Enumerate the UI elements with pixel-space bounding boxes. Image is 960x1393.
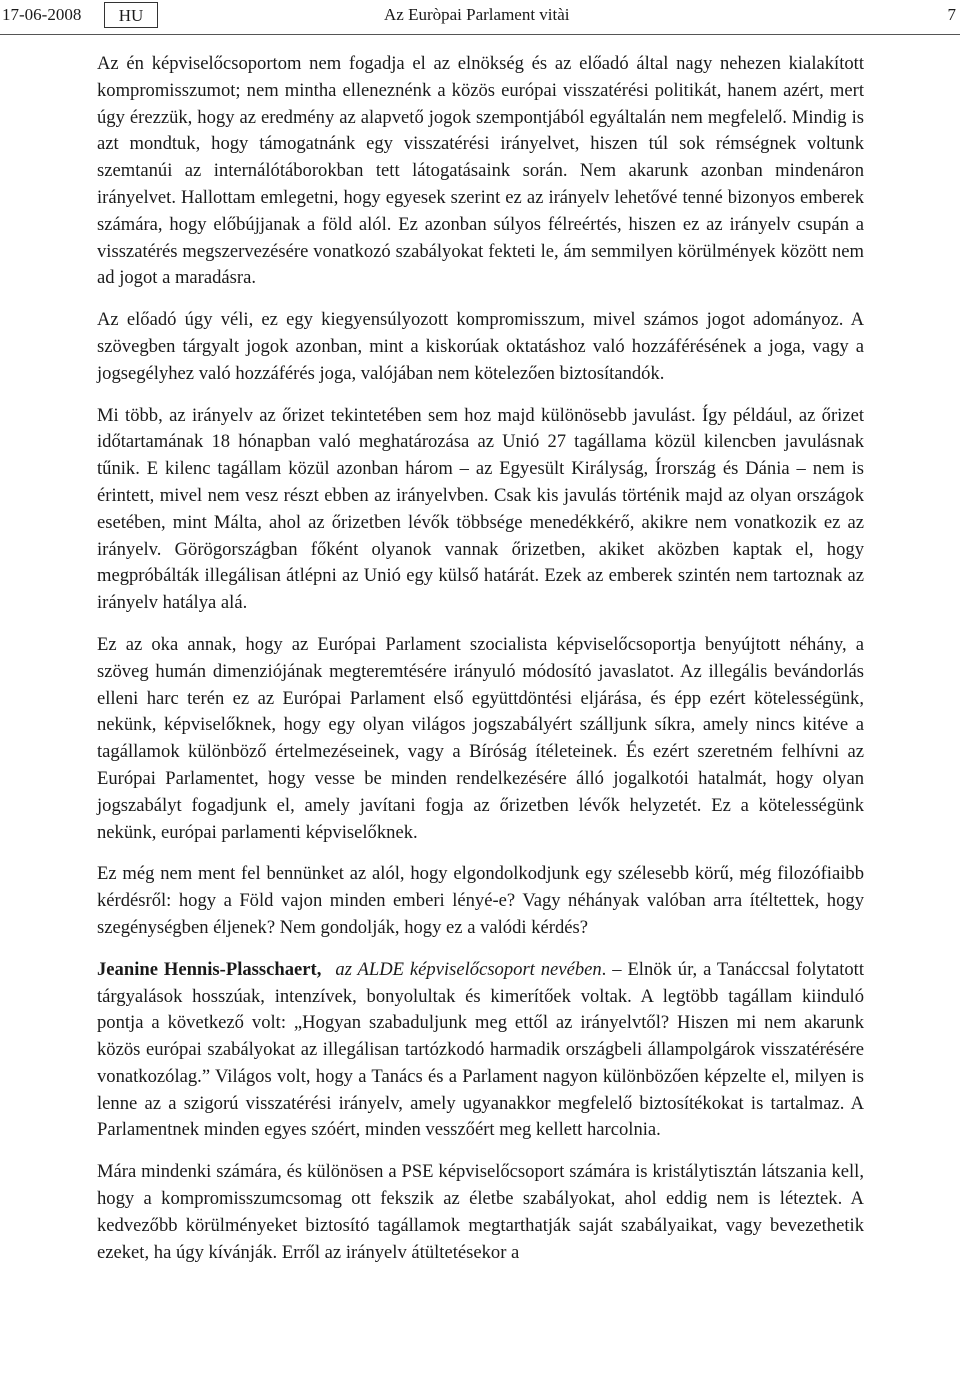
paragraph: Ez még nem ment fel bennünket az alól, hogy elgondolkodjunk egy szélesebb körű, még filozófiaibb kérdésről: hogy a Föld vajon minden emberi lényé-e? Vagy néhányak valóban arra ítéltettek, hogy szegénységben éljenek? Nem gondolják, hogy ez a valódi kérdés?	[97, 863, 864, 938]
speech-paragraph	[97, 957, 864, 1145]
paragraph: Mára mindenki számára, és különösen a PSE képviselőcsoport számára is kristálytisztán látszania kell, hogy a kompromisszumcsomag ott fekszik az életbe szabályokat, ahol eddig nem is léteztek. A kedvezőbb körülményeket biztosító tagállamok megtarthatják saját szabályaikat, vagy bevezethetik ezeket, ha úgy kívánják. Erről az irányelv átültetésekor a	[97, 1161, 864, 1263]
document-title: Az Euròpai Parlament vitài	[384, 5, 570, 24]
language-badge: HU	[104, 2, 158, 28]
speaker-name: Jeanine Hennis-Plasschaert,	[97, 958, 322, 980]
page-number: 7	[947, 5, 956, 24]
page-header	[0, 0, 960, 35]
header-date: 17-06-2008	[2, 5, 82, 24]
paragraph: Az én képviselőcsoportom nem fogadja el az elnökség és az előadó által nagy nehezen kialakított kompromisszumot; nem mintha elleneznénk a közös európai visszatérési politikát, hanem azért, mert úgy érezzük, hogy az eredmény az alapvető jogok szempontjából egyáltalán nem megfelelő. Mindig is azt mondtuk, hogy támogatnánk egy visszatérési irányelvet, hiszen túl sok rémségnek voltunk szemtanúi az internálótáborokban tett látogatásaink során. Nem akarunk azonban mindenáron irányelvet. Hallottam emlegetni, hogy egyesek szerint ez az irányelv lehetővé tenné bizonyos emberek számára, hogy előbújjanak a föld alól. Ez azonban súlyos félreértés, hiszen ez az irányelv csupán a visszatérés megszervezésére vonatkozó szabályokat fekteti le, ám semmilyen körülmények között nem ad jogot a maradásra.	[97, 53, 864, 289]
paragraph: Az előadó úgy véli, ez egy kiegyensúlyozott kompromisszum, mivel számos jogot adományoz. A szövegben tárgyalt jogok azonban, mint a kiskorúak oktatáshoz való hozzáférésének a joga, vagy a jogsegélyhez való hozzáférés joga, valójában nem kötelezően biztosítandók.	[97, 309, 864, 384]
speaker-role: az ALDE képviselőcsoport nevében	[335, 958, 602, 980]
document-body	[97, 51, 864, 1281]
speech-text: . – Elnök úr, a Tanáccsal folytatott tárgyalások hosszúak, intenzívek, bonyolultak és kimerítőek voltak. A legtöbb tagállam kiinduló pontja a következő volt: „Hogyan szabaduljunk meg ettől az irányelvtől? Hiszen mi nem akarunk közös európai szabályokat az illegálisan tartózkodó harmadik országbeli állampolgárok visszatérésére vonatkozólag.” Világos volt, hogy a Tanács és a Parlament nagyon különbözően képzelte el, milyen is lenne az a szigorú visszatérési irányelv, amely ugyanakkor megfelelő biztosítékokat is tartalmaz. A Parlamentnek minden egyes szóért, minden vesszőért meg kellett harcolnia.	[97, 958, 865, 1141]
paragraph: Mi több, az irányelv az őrizet tekintetében sem hoz majd különösebb javulást. Így például, az őrizet időtartamának 18 hónapban való meghatározása az Unió 27 tagállama közül kilencben javulásnak tűnik. E kilenc tagállam közül azonban három – az Egyesült Királyság, Írország és Dánia – nem is érintett, mivel nem vesz részt ebben az irányelvben. Csak kis javulás történik majd az olyan országok esetében, mint Málta, ahol az őrizetben lévők többsége menedékkérő, akikre nem vonatkozik ez az irányelv. Görögországban főként olyanok vannak őrizetben, akiket aközben kaptak el, hogy megpróbálták illegálisan átlépni az Unió egy külső határát. Ezek az emberek szintén nem tartoznak az irányelv hatálya alá.	[97, 404, 864, 614]
paragraph: Ez az oka annak, hogy az Európai Parlament szocialista képviselőcsoportja benyújtott néhány, a szöveg humán dimenziójának megteremtésére irányuló módosító javaslatot. Az illegális bevándorlás elleni harc terén ez az Európai Parlament első együttdöntési eljárása, és épp ezért kötelességünk, nekünk, képviselőknek, hogy egy olyan világos jogszabályért szálljunk síkra, amely nincs kitéve a tagállamok különböző értelmezéseinek, vagy a Bíróság ítéleteinek. És ezért szeretném felhívni az Európai Parlamentet, hogy vesse be minden rendelkezésére álló jogalkotói hatalmát, hogy olyan jogszabályt fogadjunk el, amely javítani fogja az őrizetben lévők helyzetét. Ez a kötelességünk nekünk, európai parlamenti képviselőknek.	[97, 633, 864, 843]
